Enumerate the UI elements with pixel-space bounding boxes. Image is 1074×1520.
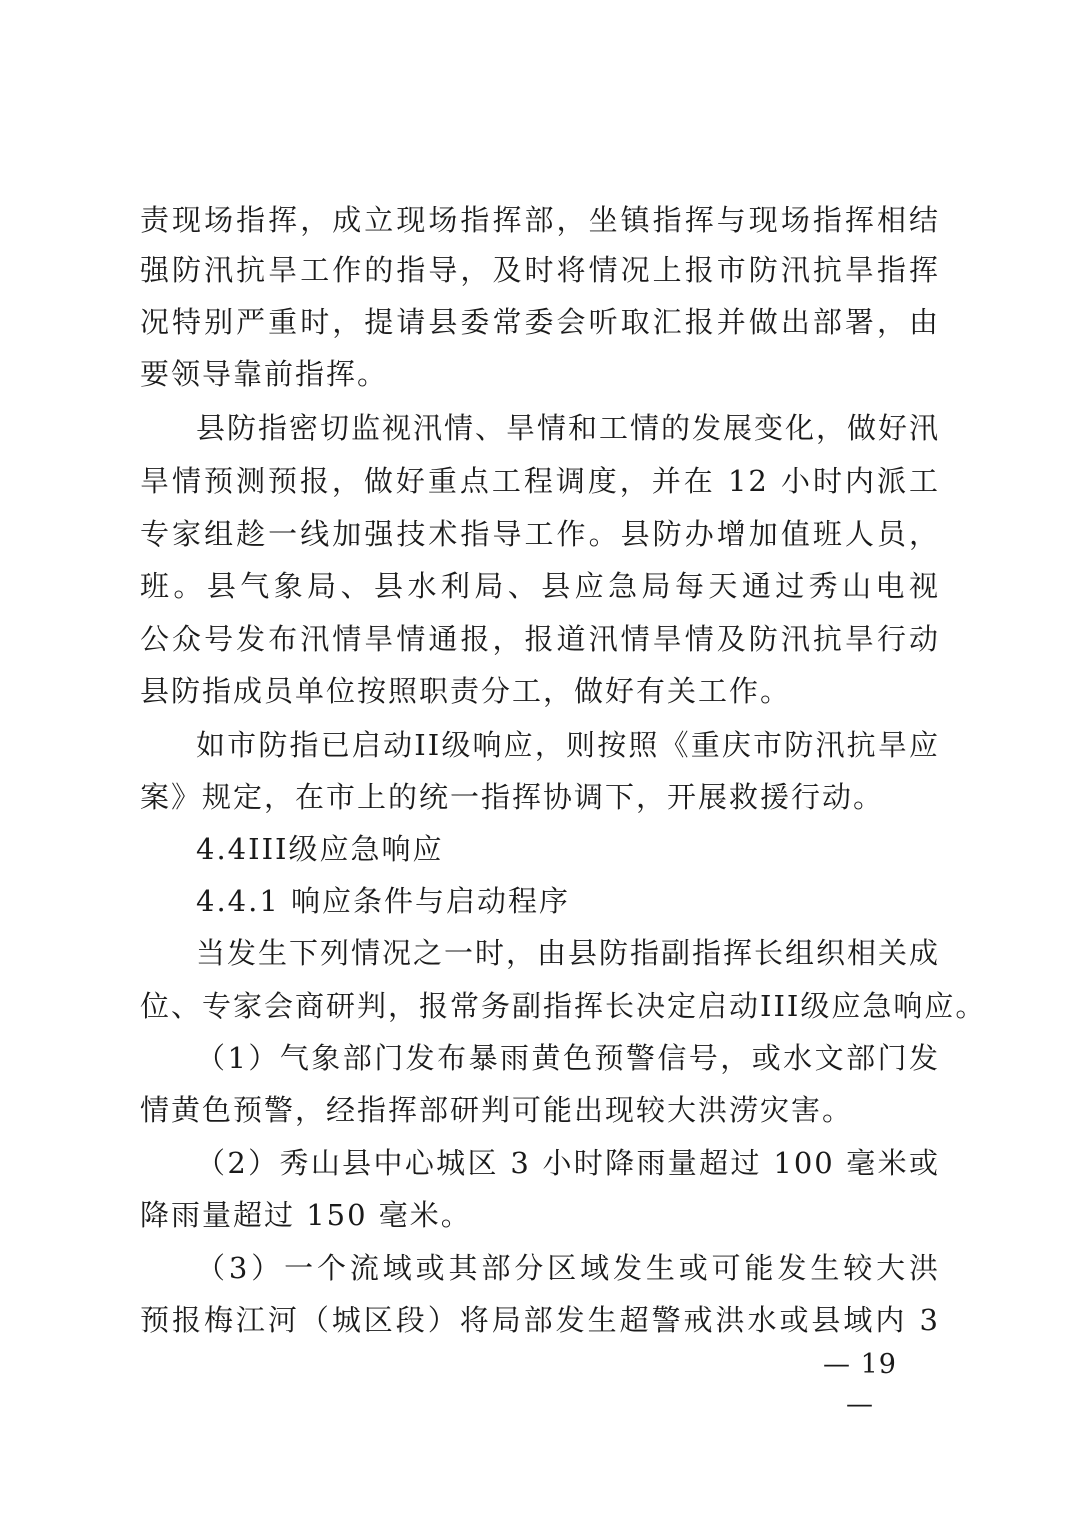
list-item-2: （2）秀山县中心城区 3 小时降雨量超过 100 毫米或 (196, 1146, 940, 1180)
list-item-1: （1）气象部门发布暴雨黄色预警信号，或水文部门发 (196, 1041, 940, 1075)
text-line: 旱情预测预报，做好重点工程调度，并在 12 小时内派工 (140, 464, 940, 498)
text-line: 况特别严重时，提请县委常委会听取汇报并做出部署，由 (140, 305, 940, 339)
text-line: 要领导靠前指挥。 (140, 357, 389, 391)
text-line: 专家组趁一线加强技术指导工作。县防办增加值班人员， (140, 517, 940, 551)
text-line: 位、专家会商研判，报常务副指挥长决定启动III级应急响应。 (140, 989, 987, 1023)
text-line: 公众号发布汛情旱情通报，报道汛情旱情及防汛抗旱行动 (140, 622, 940, 656)
text-line: 预报梅江河（城区段）将局部发生超警戒洪水或县域内 3 (140, 1303, 940, 1337)
text-line: 降雨量超过 150 毫米。 (140, 1198, 472, 1232)
section-heading: 4.4III级应急响应 (196, 832, 444, 866)
list-item-3: （3）一个流域或其部分区域发生或可能发生较大洪 (196, 1251, 940, 1285)
paragraph-first-line: 县防指密切监视汛情、旱情和工情的发展变化，做好汛 (196, 411, 940, 445)
text-line: 情黄色预警，经指挥部研判可能出现较大洪涝灾害。 (140, 1093, 854, 1127)
text-line: 责现场指挥，成立现场指挥部，坐镇指挥与现场指挥相结 (140, 203, 940, 237)
text-line: 县防指成员单位按照职责分工，做好有关工作。 (140, 674, 792, 708)
paragraph-first-line: 当发生下列情况之一时，由县防指副指挥长组织相关成 (196, 936, 940, 970)
text-line: 案》规定，在市上的统一指挥协调下，开展救援行动。 (140, 780, 885, 814)
text-line: 强防汛抗旱工作的指导，及时将情况上报市防汛抗旱指挥 (140, 253, 940, 287)
text-line: 班。县气象局、县水利局、县应急局每天通过秀山电视 (140, 569, 940, 603)
subsection-heading: 4.4.1 响应条件与启动程序 (196, 884, 571, 918)
paragraph-first-line: 如市防指已启动II级响应，则按照《重庆市防汛抗旱应 (196, 728, 940, 762)
page-number: — 19 — (823, 1349, 897, 1420)
